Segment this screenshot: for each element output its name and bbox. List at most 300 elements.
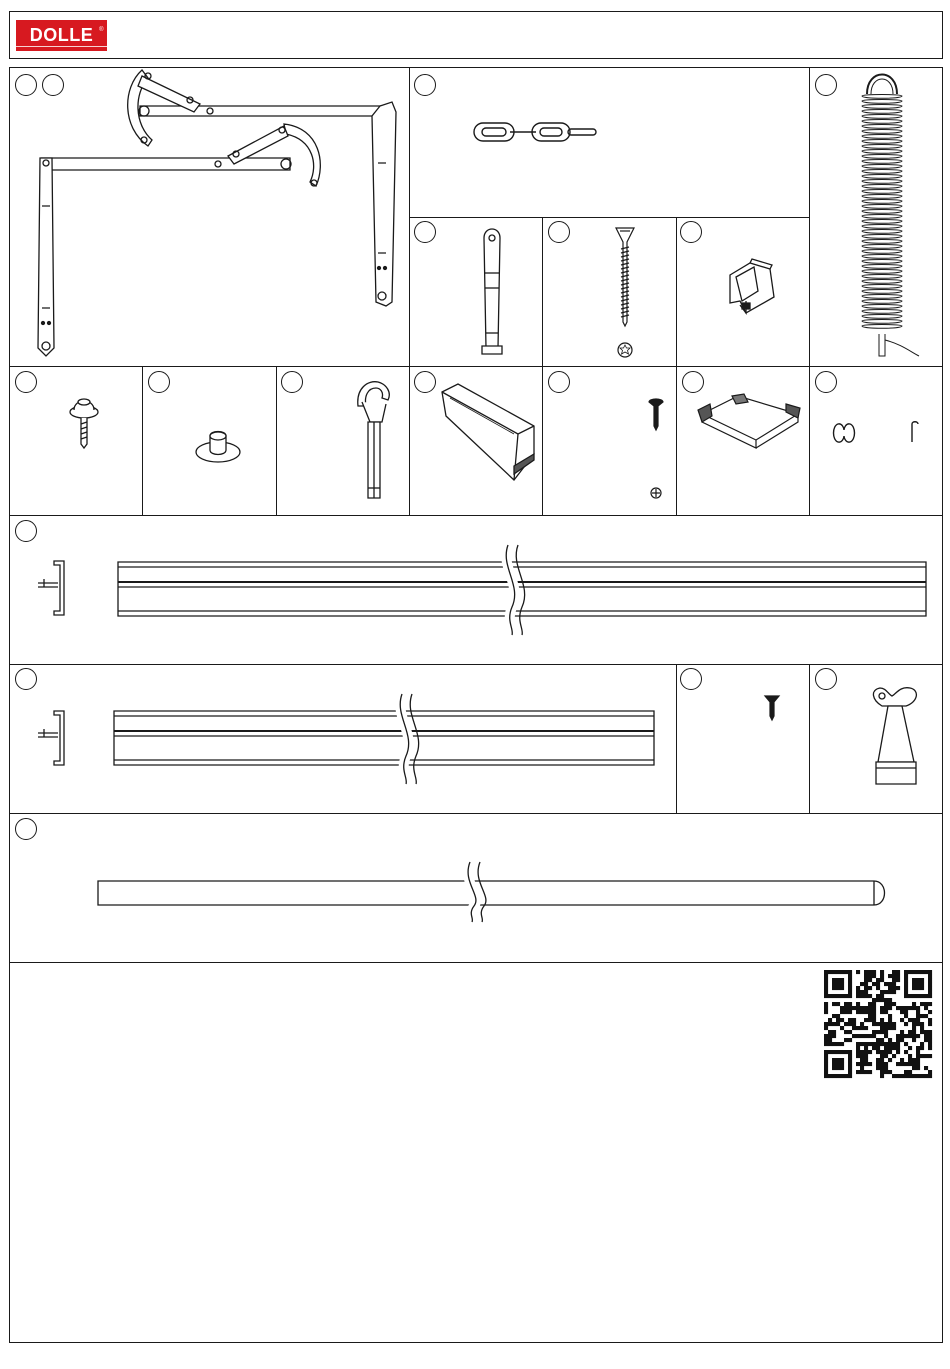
part-number-circle <box>682 371 704 393</box>
qr-module <box>852 1034 856 1038</box>
qr-module <box>884 982 888 986</box>
qr-module <box>864 1026 868 1030</box>
qr-module <box>900 1074 904 1078</box>
qr-module <box>892 970 896 974</box>
qr-module <box>888 974 892 978</box>
bracket-clip-icon <box>722 255 782 320</box>
qr-module <box>912 1066 916 1070</box>
qr-module <box>912 1026 916 1030</box>
qr-module <box>824 1022 828 1026</box>
qr-module <box>840 970 844 974</box>
qr-module <box>912 1022 916 1026</box>
qr-module <box>876 1046 880 1050</box>
qr-module <box>864 1006 868 1010</box>
qr-module <box>864 986 868 990</box>
qr-module <box>848 1062 852 1066</box>
qr-module <box>868 1010 872 1014</box>
qr-module <box>872 998 876 1002</box>
qr-module <box>912 1058 916 1062</box>
qr-module <box>824 1042 828 1046</box>
qr-module <box>924 1054 928 1058</box>
spring-coil <box>862 325 902 329</box>
qr-module <box>916 1066 920 1070</box>
qr-module <box>876 1058 880 1062</box>
qr-module <box>892 978 896 982</box>
qr-module <box>832 1074 836 1078</box>
qr-module <box>896 1062 900 1066</box>
qr-module <box>856 1042 860 1046</box>
header-frame <box>9 11 943 59</box>
qr-module <box>868 1034 872 1038</box>
qr-module <box>864 1046 868 1050</box>
qr-module <box>872 1042 876 1046</box>
qr-module <box>860 1054 864 1058</box>
qr-module <box>844 1022 848 1026</box>
qr-module <box>880 1038 884 1042</box>
qr-module <box>920 1030 924 1034</box>
qr-module <box>904 1074 908 1078</box>
qr-module <box>896 1006 900 1010</box>
qr-module <box>880 1006 884 1010</box>
qr-module <box>848 1010 852 1014</box>
spring-coil <box>862 315 902 319</box>
qr-module <box>864 1018 868 1022</box>
qr-module <box>876 978 880 982</box>
qr-module <box>836 1022 840 1026</box>
qr-module <box>928 982 932 986</box>
qr-module <box>836 1074 840 1078</box>
qr-module <box>864 1050 868 1054</box>
qr-module <box>896 1034 900 1038</box>
spring-coil <box>862 290 902 294</box>
spring-coil <box>862 120 902 124</box>
registered-mark: ® <box>99 27 104 33</box>
qr-module <box>844 1010 848 1014</box>
row-divider-3 <box>9 664 943 665</box>
qr-module <box>872 974 876 978</box>
qr-module <box>868 974 872 978</box>
spring-coil <box>862 245 902 249</box>
qr-module <box>836 978 840 982</box>
qr-module <box>832 1062 836 1066</box>
part-number-circle <box>548 371 570 393</box>
row-divider-4 <box>9 813 943 814</box>
qr-module <box>856 1026 860 1030</box>
qr-module <box>900 1058 904 1062</box>
qr-module <box>884 1010 888 1014</box>
qr-module <box>848 974 852 978</box>
qr-module <box>908 1046 912 1050</box>
qr-module <box>872 1002 876 1006</box>
qr-module <box>884 990 888 994</box>
qr-module <box>900 1018 904 1022</box>
qr-module <box>868 1062 872 1066</box>
qr-module <box>864 1042 868 1046</box>
qr-module <box>876 1062 880 1066</box>
qr-module <box>872 1010 876 1014</box>
qr-module <box>928 994 932 998</box>
qr-code-icon <box>824 970 932 1078</box>
qr-module <box>860 1006 864 1010</box>
qr-module <box>864 994 868 998</box>
qr-module <box>912 982 916 986</box>
qr-module <box>840 982 844 986</box>
qr-module <box>924 1038 928 1042</box>
part-number-circle <box>15 668 37 690</box>
qr-module <box>824 1038 828 1042</box>
qr-module <box>880 1010 884 1014</box>
qr-module <box>860 1066 864 1070</box>
qr-module <box>896 1042 900 1046</box>
qr-module <box>824 1070 828 1074</box>
qr-module <box>864 978 868 982</box>
qr-module <box>848 1058 852 1062</box>
qr-module <box>908 994 912 998</box>
qr-module <box>928 1046 932 1050</box>
qr-module <box>920 986 924 990</box>
spring-coil <box>862 285 902 289</box>
qr-module <box>824 1026 828 1030</box>
qr-module <box>880 1042 884 1046</box>
qr-module <box>856 970 860 974</box>
qr-module <box>832 982 836 986</box>
qr-module <box>860 1026 864 1030</box>
qr-module <box>848 990 852 994</box>
qr-module <box>836 1058 840 1062</box>
spring-coil <box>862 270 902 274</box>
qr-module <box>840 1058 844 1062</box>
qr-module <box>852 1022 856 1026</box>
logo-underline <box>16 46 107 47</box>
qr-module <box>884 1022 888 1026</box>
qr-module <box>928 974 932 978</box>
qr-module <box>896 1050 900 1054</box>
qr-module <box>844 1030 848 1034</box>
brand-logo-text: DOLLE <box>29 25 94 45</box>
qr-module <box>880 1018 884 1022</box>
qr-module <box>844 1002 848 1006</box>
qr-module <box>860 1022 864 1026</box>
qr-module <box>888 1026 892 1030</box>
qr-module <box>924 1034 928 1038</box>
qr-module <box>908 1018 912 1022</box>
qr-module <box>904 986 908 990</box>
qr-module <box>872 1014 876 1018</box>
qr-module <box>912 1006 916 1010</box>
qr-module <box>860 982 864 986</box>
qr-module <box>836 1066 840 1070</box>
spring-coil <box>862 265 902 269</box>
qr-module <box>840 1042 844 1046</box>
spring-coil <box>862 235 902 239</box>
qr-module <box>888 1022 892 1026</box>
qr-module <box>916 1014 920 1018</box>
qr-module <box>920 1074 924 1078</box>
qr-module <box>832 994 836 998</box>
qr-module <box>880 1066 884 1070</box>
qr-module <box>888 1070 892 1074</box>
qr-module <box>848 1070 852 1074</box>
qr-module <box>896 1038 900 1042</box>
qr-module <box>872 1030 876 1034</box>
qr-module <box>884 1034 888 1038</box>
hook-handle-icon <box>352 376 396 504</box>
qr-module <box>928 970 932 974</box>
qr-module <box>912 1018 916 1022</box>
qr-module <box>924 970 928 974</box>
col-divider-f <box>276 366 277 516</box>
qr-module <box>928 1018 932 1022</box>
qr-module <box>884 1070 888 1074</box>
qr-module <box>828 1038 832 1042</box>
qr-module <box>908 1062 912 1066</box>
qr-module <box>844 1006 848 1010</box>
qr-module <box>928 978 932 982</box>
qr-module <box>868 970 872 974</box>
qr-module <box>912 1034 916 1038</box>
qr-module <box>836 1014 840 1018</box>
qr-module <box>840 1062 844 1066</box>
qr-module <box>868 1006 872 1010</box>
medium-profile-rail <box>112 694 658 784</box>
qr-module <box>860 1042 864 1046</box>
spring-coil <box>862 195 902 199</box>
qr-module <box>856 990 860 994</box>
qr-module <box>856 1046 860 1050</box>
qr-module <box>824 1006 828 1010</box>
qr-module <box>888 998 892 1002</box>
spring-coil <box>862 300 902 304</box>
qr-module <box>888 1014 892 1018</box>
qr-module <box>872 1046 876 1050</box>
qr-module <box>868 994 872 998</box>
qr-module <box>916 970 920 974</box>
spring-coil <box>862 150 902 154</box>
qr-module <box>848 1006 852 1010</box>
qr-module <box>864 990 868 994</box>
spring-coil <box>862 145 902 149</box>
spring-coil <box>862 275 902 279</box>
part-number-circle <box>15 371 37 393</box>
qr-module <box>836 986 840 990</box>
qr-module <box>864 1058 868 1062</box>
qr-module <box>832 1050 836 1054</box>
qr-module <box>832 978 836 982</box>
qr-module <box>904 1014 908 1018</box>
qr-module <box>928 990 932 994</box>
qr-module <box>896 974 900 978</box>
col-divider-b <box>809 67 810 516</box>
qr-module <box>840 1074 844 1078</box>
qr-module <box>900 1062 904 1066</box>
spring-coil <box>862 320 902 324</box>
clip-pin-icon <box>830 418 924 448</box>
part-number-circle <box>680 668 702 690</box>
col-divider-a <box>409 67 410 516</box>
qr-module <box>888 1050 892 1054</box>
qr-module <box>828 1050 832 1054</box>
qr-module <box>904 1006 908 1010</box>
qr-module <box>876 994 880 998</box>
qr-module <box>824 970 828 974</box>
qr-module <box>904 1070 908 1074</box>
qr-module <box>904 978 908 982</box>
qr-module <box>856 1050 860 1054</box>
qr-module <box>884 1030 888 1034</box>
qr-module <box>824 990 828 994</box>
spring-coil <box>862 305 902 309</box>
folding-stair-hinge-icon <box>30 68 400 363</box>
qr-module <box>836 982 840 986</box>
qr-module <box>824 978 828 982</box>
qr-module <box>872 1018 876 1022</box>
qr-module <box>836 970 840 974</box>
qr-module <box>868 1050 872 1054</box>
qr-module <box>856 1006 860 1010</box>
qr-module <box>876 1042 880 1046</box>
qr-module <box>824 1066 828 1070</box>
rod-cap-icon <box>862 684 928 788</box>
qr-module <box>896 978 900 982</box>
qr-module <box>904 970 908 974</box>
qr-module <box>832 1034 836 1038</box>
qr-module <box>896 970 900 974</box>
qr-module <box>888 1002 892 1006</box>
qr-module <box>916 1074 920 1078</box>
qr-module <box>920 982 924 986</box>
spring-coil <box>862 210 902 214</box>
qr-module <box>840 1010 844 1014</box>
qr-module <box>920 1042 924 1046</box>
spring-coil <box>862 190 902 194</box>
part-number-circle <box>815 668 837 690</box>
short-screw-icon <box>646 398 666 502</box>
part-number-circle <box>548 221 570 243</box>
qr-module <box>912 994 916 998</box>
qr-module <box>832 1030 836 1034</box>
qr-module <box>848 1050 852 1054</box>
qr-module <box>868 1070 872 1074</box>
qr-module <box>872 1034 876 1038</box>
qr-module <box>908 1058 912 1062</box>
part-number-circle <box>414 74 436 96</box>
part-number-circle <box>148 371 170 393</box>
qr-module <box>928 1074 932 1078</box>
qr-module <box>856 1054 860 1058</box>
qr-module <box>832 1066 836 1070</box>
qr-module <box>840 986 844 990</box>
qr-module <box>844 970 848 974</box>
qr-module <box>876 1022 880 1026</box>
spring-coil <box>862 220 902 224</box>
qr-module <box>876 1030 880 1034</box>
qr-module <box>824 994 828 998</box>
qr-module <box>824 1050 828 1054</box>
qr-module <box>880 994 884 998</box>
spring-coil <box>862 110 902 114</box>
qr-module <box>884 1050 888 1054</box>
qr-module <box>888 1006 892 1010</box>
qr-module <box>888 986 892 990</box>
qr-module <box>864 1010 868 1014</box>
qr-module <box>840 978 844 982</box>
qr-module <box>836 1062 840 1066</box>
qr-module <box>880 978 884 982</box>
qr-module <box>860 1010 864 1014</box>
sleeve-icon <box>440 382 540 482</box>
qr-module <box>828 970 832 974</box>
qr-module <box>868 978 872 982</box>
qr-module <box>904 974 908 978</box>
qr-module <box>904 990 908 994</box>
qr-module <box>904 1042 908 1046</box>
qr-module <box>868 1042 872 1046</box>
qr-module <box>888 982 892 986</box>
spring-coil <box>862 130 902 134</box>
qr-module <box>892 1026 896 1030</box>
part-number-circle <box>414 221 436 243</box>
profile-rail-icon <box>30 557 70 619</box>
qr-module <box>896 986 900 990</box>
qr-module <box>840 994 844 998</box>
qr-module <box>928 986 932 990</box>
spring-coil <box>862 170 902 174</box>
spring-coil <box>862 255 902 259</box>
qr-module <box>928 1054 932 1058</box>
qr-module <box>864 1034 868 1038</box>
qr-module <box>880 1058 884 1062</box>
qr-module <box>860 1058 864 1062</box>
qr-module <box>908 1070 912 1074</box>
qr-module <box>928 1070 932 1074</box>
profile-rail-icon <box>30 707 70 769</box>
qr-module <box>912 1038 916 1042</box>
qr-module <box>828 1018 832 1022</box>
qr-module <box>880 998 884 1002</box>
chain-icon <box>470 118 605 148</box>
qr-module <box>884 1054 888 1058</box>
qr-module <box>856 994 860 998</box>
qr-module <box>856 1034 860 1038</box>
qr-module <box>904 1050 908 1054</box>
qr-module <box>852 1026 856 1030</box>
qr-module <box>884 1042 888 1046</box>
qr-module <box>836 1002 840 1006</box>
qr-module <box>844 994 848 998</box>
qr-module <box>904 1062 908 1066</box>
qr-module <box>916 1022 920 1026</box>
qr-module <box>864 1070 868 1074</box>
col-divider-h <box>809 664 810 814</box>
qr-module <box>828 1074 832 1078</box>
qr-module <box>828 1030 832 1034</box>
qr-module <box>856 1062 860 1066</box>
qr-module <box>856 986 860 990</box>
part-number-circle <box>815 74 837 96</box>
qr-module <box>848 986 852 990</box>
col-divider-d <box>676 217 677 516</box>
qr-module <box>916 1034 920 1038</box>
qr-module <box>836 994 840 998</box>
qr-module <box>832 1058 836 1062</box>
col-divider-e <box>142 366 143 516</box>
spring-coil <box>862 180 902 184</box>
qr-module <box>884 1006 888 1010</box>
qr-module <box>876 1050 880 1054</box>
qr-module <box>908 1054 912 1058</box>
spring-coil <box>862 185 902 189</box>
qr-module <box>880 1050 884 1054</box>
